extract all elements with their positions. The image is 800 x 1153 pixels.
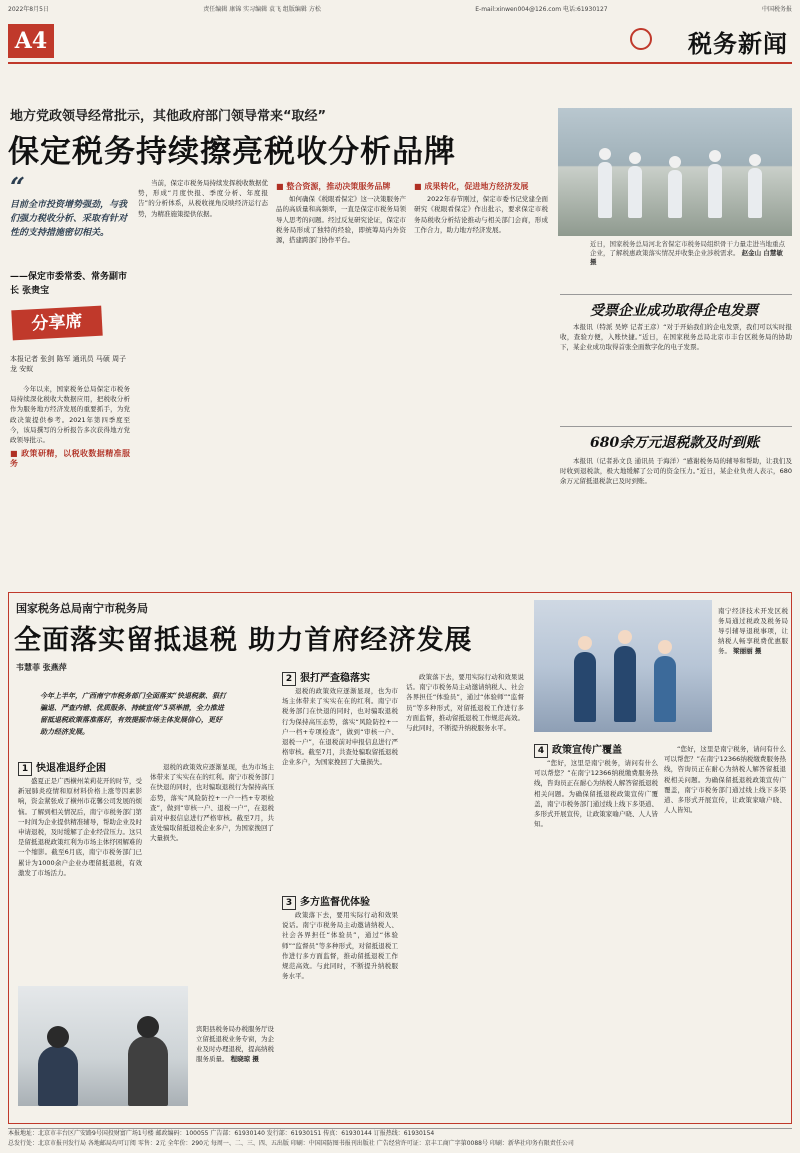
story2-column-6 xyxy=(664,744,786,1118)
section-title-text: 快退准退纾企困 xyxy=(36,762,106,774)
section-ornament-icon xyxy=(630,28,652,50)
story1-kicker: 地方党政领导经常批示，其他政府部门领导常来“取经” xyxy=(10,109,327,124)
section-3-title xyxy=(282,896,398,910)
story2-photo-caption xyxy=(718,606,788,656)
issue-date: 2022年8月5日 xyxy=(8,6,49,13)
editor-credits: 责任编辑 康锦 实习编辑 袁飞 组版编辑 方松 xyxy=(203,6,321,13)
caption-credit: 梁丽丽 摄 xyxy=(733,647,762,655)
paragraph: 退税的政策效应逐渐显现，也为市场主体带来了实实在在的红利。南宁市税务部门在快退的同时，也对骗取退税行为保持高压态势，落实“风险防控+一户一档+专项检查”，做到“审核一户、退税一户”，在退税前对申报信息进行严格审核。截至7月，共查处骗取留抵退税企业多户，为国家挽回了大量损失。 xyxy=(150,763,274,843)
brief1-text xyxy=(560,322,792,422)
section-title-text: 政策宣传广覆盖 xyxy=(552,744,622,756)
section-title-text: 狠打严查稳落实 xyxy=(300,672,370,684)
brief1-headline: 受票企业成功取得企电发票 xyxy=(590,303,758,319)
paragraph: 退税的政策效应逐渐显现，也为市场主体带来了实实在在的红利。南宁市税务部门在快退的同时，也对骗取退税行为保持高压态势，落实“风险防控+一户一档+专项检查”，做到“审核一户、退税一户”，在退税前对申报信息进行严格审核。截至7月，共查处骗取留抵退税企业多户，为国家挽回了大量损失。 xyxy=(282,687,398,767)
section-number: 4 xyxy=(534,744,548,758)
story2-kicker: 国家税务总局南宁市税务局 xyxy=(16,602,148,615)
story1-column-4 xyxy=(414,178,548,584)
paragraph: “您好，这里是南宁税务，请问有什么可以帮您？”在南宁12366纳税缴费服务热线，咨询员正在耐心为纳税人解答留抵退税相关问题。为确保留抵退税政策宣传广覆盖，南宁市税务部门通过线上线下多渠道、多形式开展宣传，让政策家喻户晓、人人皆知。 xyxy=(664,745,786,815)
photo-person xyxy=(614,646,636,722)
photo-person-head xyxy=(669,156,681,168)
page-footer xyxy=(8,1128,792,1150)
photo-person xyxy=(708,164,722,218)
photo-person-head xyxy=(749,154,761,166)
paper-name: 中国税务报 xyxy=(761,6,792,13)
quote-mark-icon: “ xyxy=(10,173,25,203)
photo-person xyxy=(748,168,762,218)
photo-person-head xyxy=(137,1016,159,1038)
section-1-title xyxy=(18,762,142,776)
photo-person-head xyxy=(618,630,632,644)
subhead: ■ 整合资源，推动决策服务品牌 xyxy=(276,182,391,191)
subhead: ■ 政策研精，以税收数据精准服务 xyxy=(10,449,130,469)
section-number: 1 xyxy=(18,762,32,776)
story1-byline: 本报记者 张剑 陈军 通讯员 马硕 周子龙 安蚁 xyxy=(10,355,127,373)
story1-column-1 xyxy=(10,384,130,584)
story2-photo xyxy=(534,600,712,732)
photo-person xyxy=(654,656,676,722)
paragraph: 当前，保定市税务局持续发挥税收数据优势，形成“月度快报、季度分析、年度报告”的分析体系，从税收视角反映经济运行态势，为精准施策提供依据。 xyxy=(138,179,268,218)
photo-person xyxy=(38,1046,78,1106)
photo-person-head xyxy=(658,640,672,654)
section-4-title xyxy=(534,744,658,758)
paragraph: 本报讯（记者孙文良 通讯员 于海洋）“感谢税务局的辅导和帮助，让我们及时收到退税款，极大地缓解了公司的资金压力。”近日，某企业负责人表示，680余万元留抵退税款已及时到账。 xyxy=(560,457,792,486)
lead-quote-author: ——保定市委常委、常务副市长 张贵宝 xyxy=(10,272,128,296)
photo-person xyxy=(628,166,642,218)
photo-person-head xyxy=(629,152,641,164)
footer-line-2: 总发行处：北京市报刊发行局 各地邮局均可订阅 零售：2元 全年价：290元 每周一、二、三、四、五出版 印刷：中国国防图书报刊出版社 广告经营许可证：京丰工商广字第0088号 印刷：新华社印务有限责任公司 xyxy=(8,1140,574,1147)
caption-text: 宾阳县税务局办税服务厅设立留抵退税业务专窗，为企业及时办理退税，提高纳税服务质量。 xyxy=(196,1025,274,1063)
masthead xyxy=(8,18,792,64)
brief2-text xyxy=(560,456,792,584)
footer-line-1: 本报地址：北京市丰台区广安路9号国投财富广场1号楼 邮政编码：100055 广告部：61930140 发行部：61930151 传真：61930144 订报热线：61930154 xyxy=(8,1130,435,1137)
story2-photo-2-caption xyxy=(196,1024,274,1064)
section-title-text: 多方监督优体验 xyxy=(300,896,370,908)
paragraph: 政策落下去，要用实际行动和效果说话。南宁市税务局主动邀请纳税人、社会各界担任“体验员”，通过“体验师”“监督员”等多种形式，对留抵退税工作进行多方面监督，推动留抵退税工作规范高效。与此同时，不断提升纳税服务水平。 xyxy=(282,911,398,981)
photo-person-head xyxy=(709,150,721,162)
paragraph: 今年以来，国家税务总局保定市税务局持续深化税收大数据应用，把税收分析作为服务地方经济发展的重要抓手，为党政决策提供参考。2021年第四季度至今，该局撰写的分析报告多次获得地方党政领导批示。 xyxy=(10,385,130,445)
caption-text: 近日，国家税务总局河北省保定市税务局组织骨干力量走进当地重点企业，了解税惠政策落实情况并收集企业涉税需求。 xyxy=(590,240,785,257)
story2-column-4 xyxy=(406,672,524,1118)
story2-column-5 xyxy=(534,744,658,1118)
section-2-title xyxy=(282,672,398,686)
story2-column-2 xyxy=(150,762,274,1020)
contact-info: E-mail:xinwen004@126.com 电话:61930127 xyxy=(475,6,608,13)
photo-person-head xyxy=(47,1026,69,1048)
paragraph: 如何确保《税眼看保定》这一决策服务产品的高质量和高频率，一直是保定市税务局领导人思考的问题。经过反复研究论证，保定市税务局形成了独特的经验，即统筹局内外资源，搭建跨部门协作平台。 xyxy=(276,195,406,245)
divider xyxy=(560,294,792,295)
story2-photo-2 xyxy=(18,986,188,1106)
top-info-line xyxy=(8,4,792,16)
brief2-headline: 680余万元退税款及时到账 xyxy=(590,435,760,451)
story2-column-3b xyxy=(282,896,398,1118)
subhead: ■ 成果转化，促进地方经济发展 xyxy=(414,182,529,191)
share-stamp: 分享席 xyxy=(11,306,102,341)
story1-column-3 xyxy=(276,178,406,584)
photo-person-head xyxy=(599,148,611,160)
story1-photo-caption xyxy=(590,240,790,267)
caption-text: 南宁经济技术开发区税务局通过税政及税务局导引辅导退税事项，让纳税人畅享税费优惠服务。 xyxy=(718,607,788,655)
divider xyxy=(560,426,792,427)
section-title: 税务新闻 xyxy=(688,29,788,58)
photo-person-head xyxy=(578,636,592,650)
story1-headline: 保定税务持续擦亮税收分析品牌 xyxy=(8,134,456,170)
photo-person xyxy=(668,170,682,218)
story2-column-1 xyxy=(18,762,142,984)
story1-photo xyxy=(558,108,792,236)
story1-column-2 xyxy=(138,178,268,584)
paragraph: 2022年春节刚过，保定市委书记党建全面研究《税眼看保定》作出批示，要求保定市税务局税收分析结论推动与相关部门会商，形成工作合力，助力地方经济发展。 xyxy=(414,195,548,234)
paragraph: 本报讯（特派 吴婷 记者王彦）“对于开始我们的企电发票，我们可以实时报收，查验方便，入账快捷。”近日，在国家税务总局北京市丰台区税务局的协助下，某企业成功取得首张全面数字化的电子发票。 xyxy=(560,323,792,352)
paragraph: 盛夏正是广西横州茉莉花开的时节，受新冠肺炎疫情和原材料价格上涨等因素影响，资金紧张成了横州市花馨公司发展的烦恼。了解到相关情况后，南宁市税务部门第一时间为企业提供精准辅导，帮助企业及时申请退税，及时缓解了企业经营压力。这只是留抵退税政策红利为市场主体纾困解难的一个缩影。截至6月底，南宁市税务部门已累计为1000余户企业办理留抵退税，有效激发了市场活力。 xyxy=(18,777,142,877)
story2-column-3 xyxy=(282,672,398,892)
lead-quote-text: 目前全市投资增势强劲，与我们强力税收分析、采取有针对性的支持措施密切相关。 xyxy=(10,200,128,238)
paragraph: “您好，这里是南宁税务，请问有什么可以帮您？”在南宁12366纳税缴费服务热线，咨询员正在耐心为纳税人解答留抵退税相关问题。为确保留抵退税政策宣传广覆盖，南宁市税务部门通过线上线下多渠道、多形式开展宣传，让政策家喻户晓、人人皆知。 xyxy=(534,759,658,829)
story2-intro: 今年上半年，广西南宁市税务部门全面落实“快退税款、狠打骗退、严查内错、优质服务、持续宣传”5项举措，全力推进留抵退税政策落准落好，有效提振市场主体发展信心，更好助力经济发展。 xyxy=(40,691,227,736)
photo-person xyxy=(598,162,612,218)
photo-person xyxy=(128,1036,168,1106)
caption-credit: 程晓琼 摄 xyxy=(230,1055,259,1063)
story2-byline: 韦慧菲 张燕萍 xyxy=(16,663,67,672)
story1-lead-quote xyxy=(10,173,128,240)
photo-person xyxy=(574,652,596,722)
paragraph: 政策落下去，要用实际行动和效果说话。南宁市税务局主动邀请纳税人、社会各界担任“体验员”，通过“体验师”“监督员”等多种形式，对留抵退税工作进行多方面监督，推动留抵退税工作规范高效。与此同时，不断提升纳税服务水平。 xyxy=(406,673,524,733)
page-number: A4 xyxy=(8,24,54,58)
section-number: 2 xyxy=(282,672,296,686)
story2-headline: 全面落实留抵退税 助力首府经济发展 xyxy=(14,625,473,656)
section-number: 3 xyxy=(282,896,296,910)
caption-credit: 赵金山 白慧敏 摄 xyxy=(590,249,783,266)
